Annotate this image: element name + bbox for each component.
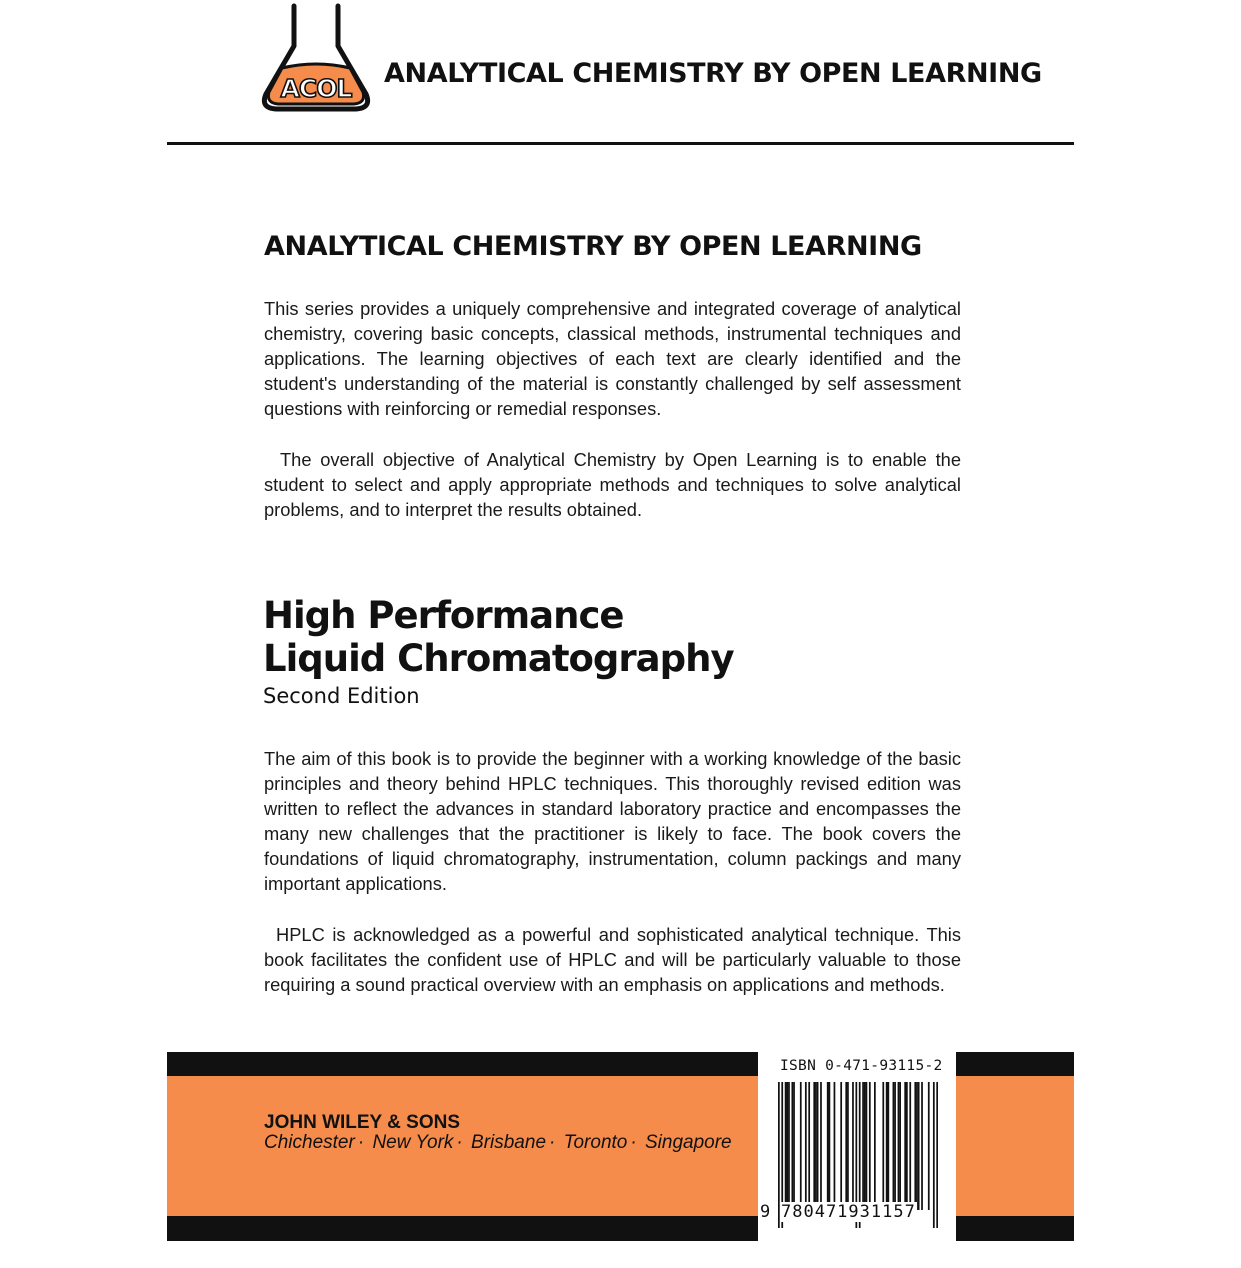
barcode-bar — [791, 1082, 793, 1210]
footer-band-top-left — [167, 1052, 758, 1076]
acol-flask-logo — [260, 2, 372, 112]
barcode-bar — [918, 1082, 920, 1210]
series-objective-paragraph: The overall objective of Analytical Chemistry by Open Learning is to enable the student to select and apply appropriate methods and techniques to solve analytical problems, and to interpret the results obtained. — [264, 449, 961, 520]
book-edition: Second Edition — [263, 684, 420, 708]
barcode-bar — [894, 1082, 896, 1210]
barcode-bar — [936, 1082, 938, 1228]
city: Singapore — [644, 1132, 732, 1153]
barcode-bar — [887, 1082, 889, 1210]
book-title-line-2: Liquid Chromatography — [263, 637, 734, 680]
barcode-bar — [786, 1082, 788, 1210]
isbn-number: ISBN 0-471-93115-2 — [780, 1058, 943, 1074]
series-header-title: ANALYTICAL CHEMISTRY BY OPEN LEARNING — [384, 58, 1042, 89]
barcode-bar — [808, 1082, 810, 1210]
barcode-bar — [899, 1082, 901, 1210]
city-separator: · — [357, 1132, 365, 1153]
footer-band-top-right — [956, 1052, 1074, 1076]
book-title-line-1: High Performance — [263, 594, 624, 637]
city-separator: · — [630, 1132, 637, 1153]
barcode-bar — [847, 1082, 849, 1210]
barcode-bar — [866, 1082, 868, 1210]
barcode-bar — [933, 1082, 935, 1228]
barcode-bar — [916, 1082, 918, 1210]
barcode-bar — [785, 1082, 787, 1210]
city: Brisbane — [471, 1132, 547, 1153]
barcode-bar — [906, 1082, 908, 1210]
barcode-bar — [800, 1082, 802, 1210]
book-title — [263, 594, 963, 680]
barcode-bar — [813, 1082, 815, 1210]
ean-first-digit: 9 — [760, 1202, 771, 1222]
barcode-bar — [869, 1082, 871, 1210]
isbn-barcode-area — [758, 1052, 956, 1241]
barcode-bar — [845, 1082, 847, 1210]
city-separator: · — [549, 1132, 556, 1153]
ean-remaining-digits: 780471931157 — [781, 1202, 916, 1222]
barcode-bar — [834, 1082, 836, 1210]
barcode-bar — [820, 1082, 822, 1210]
series-heading: ANALYTICAL CHEMISTRY BY OPEN LEARNING — [264, 231, 922, 262]
ean13-barcode-icon — [778, 1082, 938, 1268]
barcode-bar — [874, 1082, 876, 1210]
logo-letters: ACOL — [280, 74, 352, 103]
barcode-bar — [817, 1082, 819, 1210]
header-divider — [167, 142, 1074, 145]
barcode-bar — [793, 1082, 795, 1210]
publisher-name: JOHN WILEY & SONS — [264, 1112, 461, 1133]
barcode-bar — [914, 1082, 916, 1210]
barcode-bar — [904, 1082, 906, 1210]
footer-band-orange-right — [956, 1076, 1074, 1216]
barcode-bar — [921, 1082, 923, 1210]
flask-logo-icon — [264, 6, 367, 109]
barcode-bar — [805, 1082, 807, 1210]
barcode-bar — [928, 1082, 930, 1210]
barcode-bar — [864, 1082, 866, 1210]
barcode-bar — [893, 1082, 895, 1210]
city: Chichester — [264, 1132, 355, 1153]
footer-band-bottom-right — [956, 1216, 1074, 1241]
publisher-cities — [264, 1132, 732, 1154]
city: New York — [372, 1132, 454, 1153]
book-hplc-paragraph: HPLC is acknowledged as a powerful and sophisticated analytical technique. This book facilitates the confident use of HPLC and will be particularly valuable to those requiring a sound practical overview with an emphasis on applications and methods. — [264, 924, 961, 995]
barcode-bar — [827, 1082, 829, 1210]
book-aim-paragraph: The aim of this book is to provide the beginner with a working knowledge of the basic principles and theory behind HPLC techniques. This thoroughly revised edition was written to reflect the advances in standard laboratory practice and encompasses the many new challenges that the practitioner is likely to face. The book covers the foundations of liquid chromatography, instrumentation, column packings and many important applications. — [264, 748, 961, 894]
footer-band-bottom-left — [167, 1216, 758, 1241]
barcode-bar — [886, 1082, 888, 1210]
barcode-bar — [852, 1082, 854, 1210]
barcode-bar — [909, 1082, 911, 1210]
barcode-bar — [862, 1082, 864, 1210]
barcode-bar — [840, 1082, 842, 1210]
series-description-paragraph: This series provides a uniquely comprehensive and integrated coverage of analytical chemistry, covering basic concepts, classical methods, instrumental techniques and applications. The learning objectives of each text are clearly identified and the student's understanding of the material is constantly challenged by self assessment questions with reinforcing or remedial responses. — [264, 298, 961, 419]
barcode-bar — [882, 1082, 884, 1210]
barcode-bar — [829, 1082, 831, 1210]
city: Toronto — [563, 1132, 628, 1153]
city-separator: · — [456, 1132, 463, 1153]
barcode-bar — [815, 1082, 817, 1210]
barcode-bar — [788, 1082, 790, 1210]
barcode-bar — [898, 1082, 900, 1210]
